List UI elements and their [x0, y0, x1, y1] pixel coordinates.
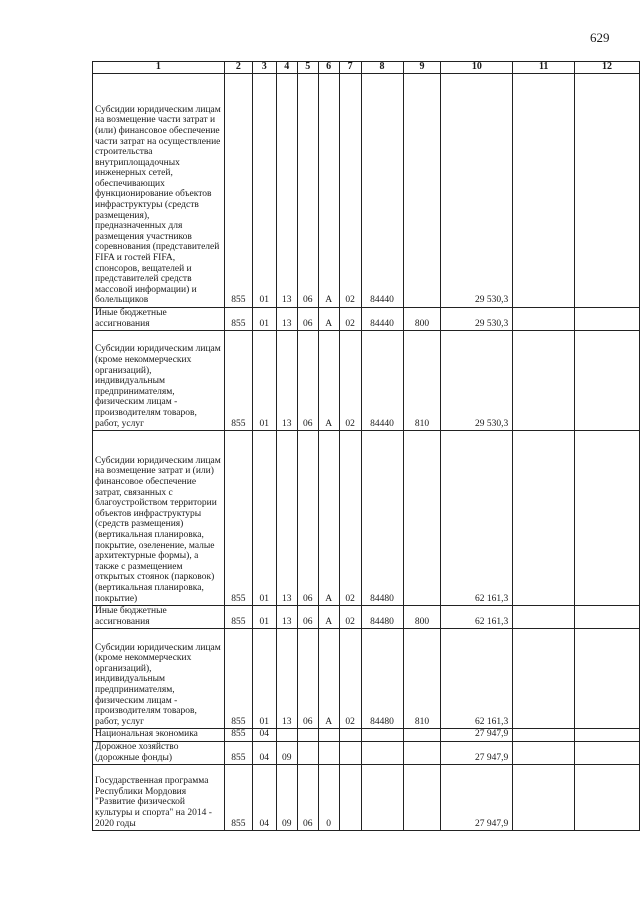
cell-col-6 [318, 729, 339, 742]
cell-col-12 [575, 331, 640, 431]
table-row [93, 629, 640, 729]
cell-col-12 [575, 606, 640, 629]
header-cell: 10 [441, 62, 513, 74]
cell-amount: 27 947,9 [441, 741, 513, 764]
table-row [93, 729, 640, 742]
cell-col-3: 01 [252, 331, 276, 431]
cell-amount: 29 530,3 [441, 331, 513, 431]
cell-col-8 [361, 729, 403, 742]
cell-col-6: А [318, 74, 339, 308]
cell-col-5: 06 [297, 431, 318, 606]
row-name: Государственная программа Республики Мордовия "Развитие физической культуры и спорта" на 2014 - 2020 годы [93, 765, 225, 831]
cell-col-5 [297, 729, 318, 742]
row-name: Дорожное хозяйство (дорожные фонды) [93, 741, 225, 764]
cell-col-6: А [318, 629, 339, 729]
cell-col-4: 13 [276, 74, 297, 308]
cell-col-11 [513, 331, 575, 431]
cell-col-8: 84480 [361, 606, 403, 629]
cell-col-5 [297, 741, 318, 764]
row-name: Субсидии юридическим лицам (кроме некоммерческих организаций), индивидуальным предпринимателям, физическим лицам - производителям товаров, работ, услуг [93, 629, 225, 729]
cell-col-8: 84440 [361, 331, 403, 431]
cell-col-2: 855 [224, 765, 252, 831]
cell-col-7 [339, 729, 361, 742]
cell-col-8 [361, 741, 403, 764]
cell-col-11 [513, 629, 575, 729]
cell-col-3: 04 [252, 741, 276, 764]
header-cell: 6 [318, 62, 339, 74]
cell-col-5: 06 [297, 629, 318, 729]
header-cell: 8 [361, 62, 403, 74]
cell-col-8: 84480 [361, 431, 403, 606]
cell-col-5: 06 [297, 606, 318, 629]
row-name: Субсидии юридическим лицам на возмещение части затрат и (или) финансовое обеспечение части затрат на осуществление строительства внутриплощадочных инженерных сетей, обеспечивающих функционирование объектов инфраструктуры (средств размещения), предназначенных для размещения участников соревнования (представителей FIFA и гостей FIFA, спонсоров, вещателей и представителей средств массовой информации) и болельщиков [93, 74, 225, 308]
cell-col-6: 0 [318, 765, 339, 831]
cell-col-4: 13 [276, 606, 297, 629]
cell-col-3: 01 [252, 431, 276, 606]
cell-amount: 27 947,9 [441, 765, 513, 831]
cell-col-2: 855 [224, 74, 252, 308]
cell-col-11 [513, 765, 575, 831]
cell-col-2: 855 [224, 606, 252, 629]
cell-col-9: 800 [403, 308, 441, 331]
row-name: Национальная экономика [93, 729, 225, 742]
cell-col-7: 02 [339, 431, 361, 606]
cell-col-11 [513, 729, 575, 742]
header-cell: 3 [252, 62, 276, 74]
cell-col-9: 810 [403, 331, 441, 431]
cell-amount: 62 161,3 [441, 629, 513, 729]
cell-col-2: 855 [224, 741, 252, 764]
cell-col-2: 855 [224, 331, 252, 431]
cell-col-6: А [318, 606, 339, 629]
row-name: Субсидии юридическим лицам (кроме некоммерческих организаций), индивидуальным предпринимателям, физическим лицам - производителям товаров, работ, услуг [93, 331, 225, 431]
cell-col-6: А [318, 331, 339, 431]
row-name: Иные бюджетные ассигнования [93, 606, 225, 629]
table-row [93, 74, 640, 308]
cell-col-7: 02 [339, 308, 361, 331]
cell-col-4 [276, 729, 297, 742]
cell-col-11 [513, 431, 575, 606]
cell-col-4: 09 [276, 741, 297, 764]
cell-col-9 [403, 741, 441, 764]
cell-col-6 [318, 741, 339, 764]
cell-col-7: 02 [339, 629, 361, 729]
cell-amount: 29 530,3 [441, 308, 513, 331]
cell-col-2: 855 [224, 308, 252, 331]
header-cell: 7 [339, 62, 361, 74]
row-name: Иные бюджетные ассигнования [93, 308, 225, 331]
cell-amount: 62 161,3 [441, 431, 513, 606]
cell-col-3: 01 [252, 629, 276, 729]
cell-col-9 [403, 74, 441, 308]
header-cell: 11 [513, 62, 575, 74]
cell-col-5: 06 [297, 765, 318, 831]
table-row [93, 331, 640, 431]
table-header-row [93, 62, 640, 74]
cell-col-12 [575, 765, 640, 831]
cell-col-11 [513, 74, 575, 308]
cell-col-9: 810 [403, 629, 441, 729]
cell-col-4: 13 [276, 431, 297, 606]
cell-col-8 [361, 765, 403, 831]
cell-col-11 [513, 606, 575, 629]
cell-col-2: 855 [224, 729, 252, 742]
cell-col-7: 02 [339, 74, 361, 308]
cell-col-4: 13 [276, 308, 297, 331]
cell-col-3: 04 [252, 729, 276, 742]
cell-col-8: 84480 [361, 629, 403, 729]
cell-amount: 27 947,9 [441, 729, 513, 742]
cell-col-5: 06 [297, 308, 318, 331]
table-row [93, 431, 640, 606]
cell-col-9 [403, 431, 441, 606]
cell-col-4: 09 [276, 765, 297, 831]
cell-col-9 [403, 729, 441, 742]
cell-amount: 62 161,3 [441, 606, 513, 629]
cell-col-3: 01 [252, 308, 276, 331]
cell-col-7: 02 [339, 606, 361, 629]
cell-col-11 [513, 741, 575, 764]
cell-col-5: 06 [297, 331, 318, 431]
page-number: 629 [590, 30, 610, 45]
header-cell: 9 [403, 62, 441, 74]
cell-col-12 [575, 729, 640, 742]
cell-col-6: А [318, 431, 339, 606]
cell-col-7: 02 [339, 331, 361, 431]
budget-table [92, 61, 640, 831]
table-row [93, 741, 640, 764]
table-row [93, 606, 640, 629]
cell-amount: 29 530,3 [441, 74, 513, 308]
cell-col-4: 13 [276, 629, 297, 729]
cell-col-12 [575, 431, 640, 606]
cell-col-4: 13 [276, 331, 297, 431]
cell-col-3: 01 [252, 74, 276, 308]
cell-col-8: 84440 [361, 74, 403, 308]
header-cell: 12 [575, 62, 640, 74]
header-cell: 5 [297, 62, 318, 74]
cell-col-7 [339, 741, 361, 764]
cell-col-12 [575, 308, 640, 331]
table-row [93, 765, 640, 831]
cell-col-8: 84440 [361, 308, 403, 331]
cell-col-3: 04 [252, 765, 276, 831]
header-cell: 2 [224, 62, 252, 74]
cell-col-3: 01 [252, 606, 276, 629]
cell-col-12 [575, 74, 640, 308]
table-row [93, 308, 640, 331]
cell-col-12 [575, 741, 640, 764]
header-cell: 1 [93, 62, 225, 74]
cell-col-11 [513, 308, 575, 331]
row-name: Субсидии юридическим лицам на возмещение затрат и (или) финансовое обеспечение затрат, связанных с благоустройством территории объектов инфраструктуры (средств размещения) (вертикальная планировка, покрытие, озеленение, малые архитектурные формы), а также с размещением открытых стоянок (парковок) (вертикальная планировка, покрытие) [93, 431, 225, 606]
cell-col-6: А [318, 308, 339, 331]
cell-col-12 [575, 629, 640, 729]
header-cell: 4 [276, 62, 297, 74]
cell-col-9: 800 [403, 606, 441, 629]
cell-col-2: 855 [224, 629, 252, 729]
cell-col-5: 06 [297, 74, 318, 308]
cell-col-9 [403, 765, 441, 831]
cell-col-2: 855 [224, 431, 252, 606]
cell-col-7 [339, 765, 361, 831]
